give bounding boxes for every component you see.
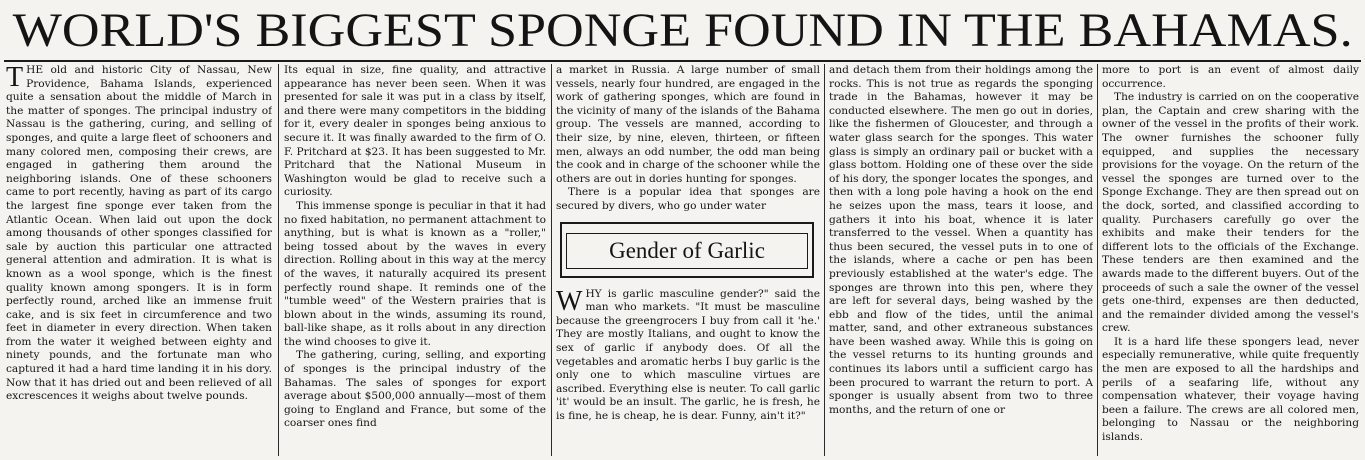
column-divider: [1097, 64, 1098, 456]
column-divider: [551, 64, 552, 456]
article-paragraph: The gathering, curing, selling, and exporting of sponges is the principal industry of the Bahamas. The sales of sponges for export average about $500,000 annually—most of them going to England and France, but some of the coarser ones find: [284, 349, 546, 430]
column-4: [829, 64, 1093, 456]
article-paragraph: There is a popular idea that sponges are secured by divers, who go under water: [556, 186, 820, 212]
article-title-box: [560, 222, 814, 278]
article-paragraph: [6, 64, 272, 404]
article-paragraph: The industry is carried on on the cooperative plan, the Captain and crew sharing with the owner of the vessel in the profits of their work. The owner furnishes the schooner fully equipped, and supplies the necessary provisions for the voyage. On the return of the vessel the sponges are turned over to the Sponge Exchange. They are then spread out on the dock, sorted, and classified according to quality. Purchasers carefully go over the exhibits and make their tenders for the different lots to the officials of the Exchange. These tenders are then examined and the awards made to the different buyers. Out of the proceeds of such a sale the owner of the vessel gets one-third, expenses are then deducted, and the remainder divided among the vessel's crew.: [1102, 91, 1359, 335]
column-divider: [824, 64, 825, 456]
column-divider: [278, 64, 279, 456]
column-3: [556, 64, 820, 456]
article-title: Gender of Garlic: [566, 233, 808, 269]
article-paragraph: This immense sponge is peculiar in that it had no fixed habitation, no permanent attachment to anything, but is what is known as a "roller," being tossed about by the waves in every direction. Rolling about in this way at the mercy of the waves, it naturally acquired its present perfectly round shape. It reminds one of the "tumble weed" of the Western prairies that is blown about in the winds, assuming its round, ball-like shape, as it rolls about in any direction the wind chooses to give it.: [284, 199, 546, 348]
article-paragraph: It is a hard life these spongers lead, never especially remunerative, while quite frequently the men are exposed to all the hardships and perils of a seafaring life, without any compensation whatever, their voyage having been a failure. The crews are all colored men, belonging to Nassau or the neighboring islands.: [1102, 335, 1359, 444]
headline-text: WORLD'S BIGGEST SPONGE FOUND IN THE BAHAMAS.: [12, 3, 1353, 57]
column-5: [1102, 64, 1359, 456]
paragraph-text: HE old and historic City of Nassau, New Providence, Bahama Islands, experienced quite a sensation about the middle of March in the matter of sponges. The principal industry of Nassau is the gathering, curing, and selling of sponges, and quite a large fleet of schooners and many colored men, composing their crews, are engaged in gathering them around the neighboring islands. One of these schooners came to port recently, having as part of its cargo the largest fine sponge ever taken from the Atlantic Ocean. When laid out upon the dock among thousands of other sponges classified for sale by auction this particular one attracted general attention and admiration. It is what is known as a wool sponge, which is the finest quality known among spongers. It is in form perfectly round, arched like an immense fruit cake, and is six feet in circumference and two feet in diameter in every direction. When taken from the water it weighed between eighty and ninety pounds, and the fortunate man who captured it had a hard time landing it in his dory. Now that it has dried out and been relieved of all excrescences it weighs about twelve pounds.: [6, 64, 272, 403]
article-paragraph: Its equal in size, fine quality, and attractive appearance has never been seen. When it was presented for sale it was put in a class by itself, and there were many competitors in the bidding for it, every dealer in sponges being anxious to secure it. It was finally awarded to the firm of O. F. Pritchard at $23. It has been suggested to Mr. Pritchard that the National Museum in Washington would be glad to receive such a curiosity.: [284, 64, 546, 199]
drop-cap: W: [556, 285, 583, 317]
article-paragraph: [556, 285, 820, 424]
article-paragraph: a market in Russia. A large number of small vessels, nearly four hundred, are engaged in the work of gathering sponges, which are found in the vicinity of many of the islands of the Bahama group. The vessels are manned, according to their size, by nine, eleven, thirteen, or fifteen men, always an odd number, the odd man being the cook and in charge of the schooner while the others are out in dories hunting for sponges.: [556, 64, 820, 185]
headline: [0, 3, 1365, 58]
headline-rule: [4, 60, 1361, 62]
column-2: [284, 64, 546, 456]
paragraph-text: HY is garlic masculine gender?" said the man who markets. "It must be masculine because the greengrocers I buy from call it 'he.' They are mostly Italians, and ought to know the sex of garlic if anybody does. Of all the vegetables and aromatic herbs I buy garlic is the only one to which masculine virtues are ascribed. Everything else is neuter. To call garlic 'it' would be an insult. The garlic, he is fresh, he is fine, he is cheap, he is dear. Funny, ain't it?": [556, 287, 820, 422]
drop-cap: T: [6, 64, 24, 93]
article-paragraph: more to port is an event of almost daily occurrence.: [1102, 64, 1359, 90]
article-paragraph: and detach them from their holdings among the rocks. This is not true as regards the sponging trade in the Bahamas, however it may be conducted elsewhere. The men go out in dories, like the fishermen of Gloucester, and through a water glass search for the sponges. This water glass is simply an ordinary pail or bucket with a glass bottom. Holding one of these over the side of his dory, the sponger locates the sponges, and then with a long pole having a hook on the end he seizes upon the mass, tears it loose, and gathers it into his boat, whence it is later transferred to the vessel. When a quantity has thus been secured, the vessel puts in to one of the islands, where a cache or pen has been previously established at the water's edge. The sponges are thrown into this pen, where they are left for several days, being washed by the ebb and flow of the tides, until the animal matter, sand, and other extraneous substances have been washed away. While this is going on the vessel returns to its hunting grounds and continues its labors until a sufficient cargo has been procured to warrant the return to port. A sponger is usually absent from two to three months, and the return of one or: [829, 64, 1093, 416]
column-1: [6, 64, 272, 456]
